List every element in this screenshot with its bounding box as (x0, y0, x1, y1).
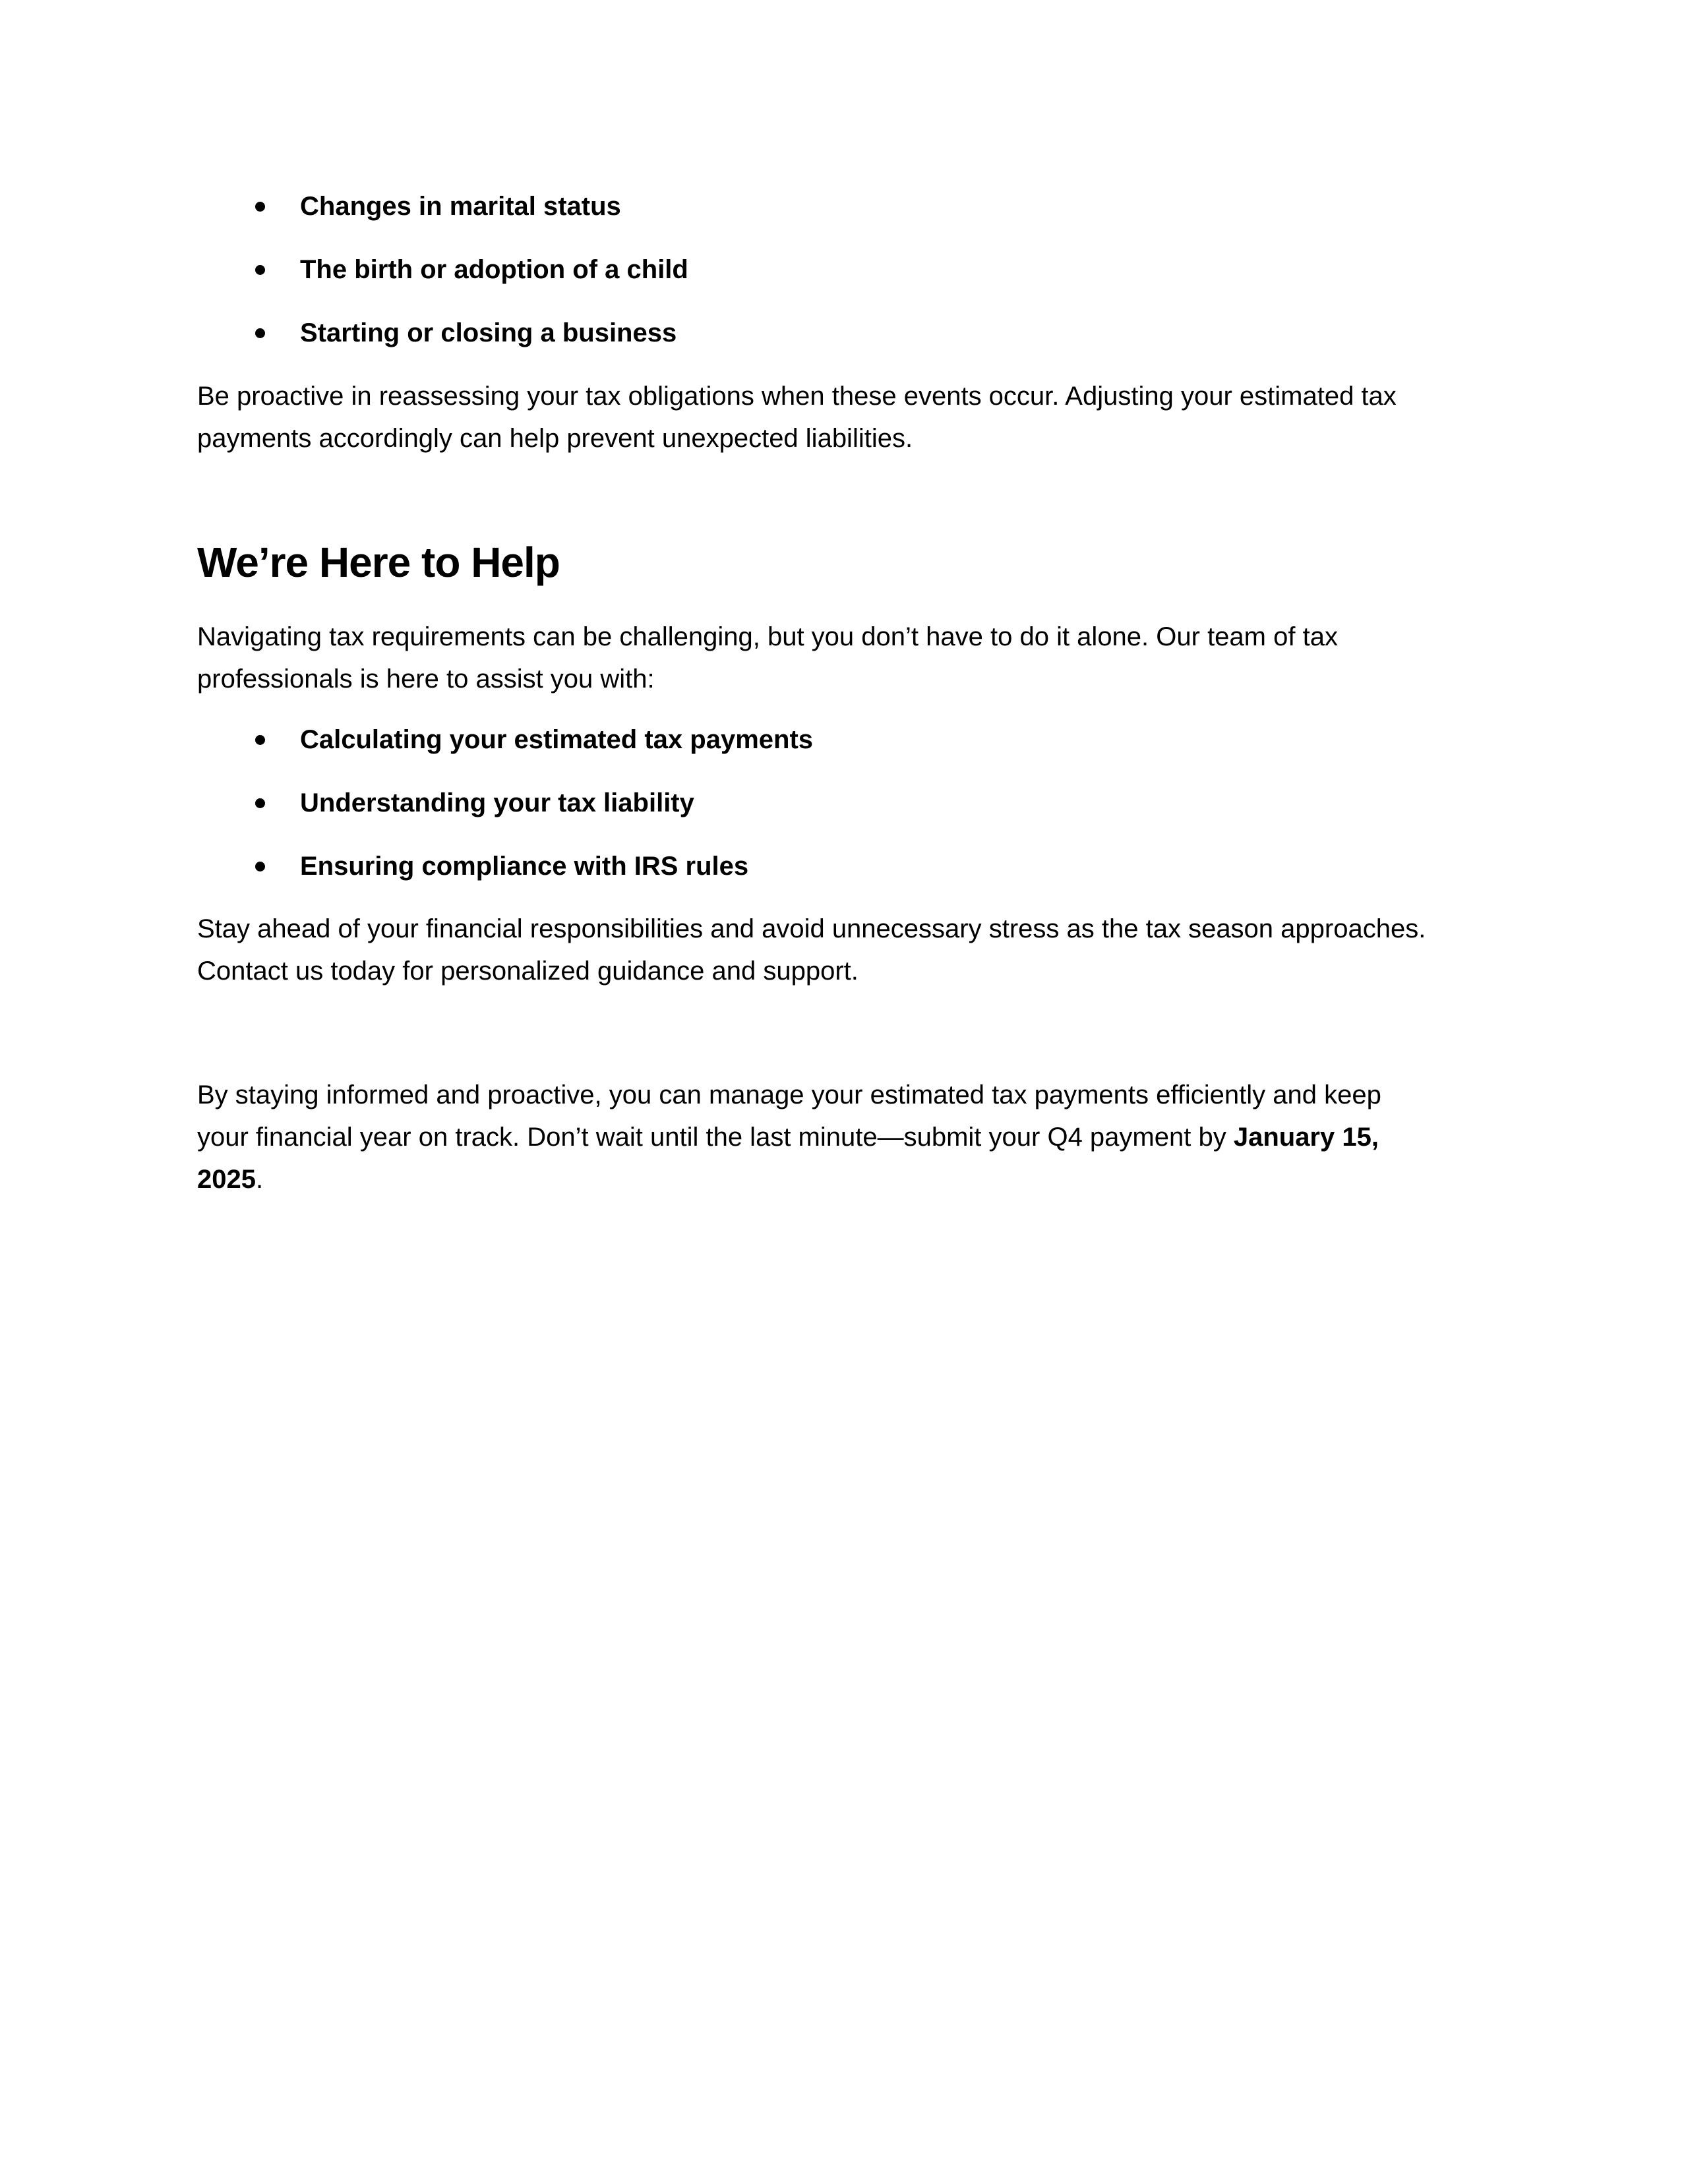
section-heading: We’re Here to Help (197, 539, 560, 586)
text-segment: By staying informed and proactive, you can manage your estimated tax payments efficiently and keep (197, 1080, 1381, 1109)
text-line (197, 908, 1483, 950)
bullet-icon (255, 735, 265, 745)
list-item-text: Starting or closing a business (300, 318, 677, 347)
bold-text: 2025 (197, 1165, 256, 1194)
text-segment: Navigating tax requirements can be challenging, but you don’t have to do it alone. Our team of tax (197, 622, 1338, 651)
bullet-icon (255, 202, 265, 212)
list-item-text: Ensuring compliance with IRS rules (300, 852, 749, 881)
text-segment: payments accordingly can help prevent unexpected liabilities. (197, 424, 913, 453)
list-item-text: Calculating your estimated tax payments (300, 725, 814, 754)
text-line (197, 616, 1483, 658)
reassess-paragraph (197, 375, 1483, 459)
text-segment: Contact us today for personalized guidance and support. (197, 957, 859, 986)
text-line (197, 1158, 1483, 1200)
list-item (197, 782, 1483, 824)
list-item (197, 249, 1483, 291)
text-line (197, 417, 1483, 459)
bullet-icon (255, 862, 265, 871)
bullet-icon (255, 798, 265, 808)
list-item-text: Understanding your tax liability (300, 788, 694, 817)
page-content (197, 185, 1483, 1200)
text-segment: Stay ahead of your financial responsibilities and avoid unnecessary stress as the tax season approaches. (197, 914, 1426, 943)
help-services-list (197, 719, 1483, 887)
text-segment: . (255, 1165, 264, 1194)
help-intro-paragraph (197, 616, 1483, 700)
text-line (197, 1116, 1483, 1158)
list-item (197, 719, 1483, 761)
bullet-icon (255, 265, 265, 275)
text-line (197, 375, 1483, 417)
text-line (197, 950, 1483, 992)
list-item (197, 312, 1483, 354)
text-segment: your financial year on track. Don’t wait until the last minute—submit your Q4 payment by (197, 1123, 1234, 1152)
list-item-text: Changes in marital status (300, 192, 621, 221)
list-item (197, 845, 1483, 887)
text-segment: professionals is here to assist you with: (197, 664, 655, 694)
text-segment: Be proactive in reassessing your tax obligations when these events occur. Adjusting your estimated tax (197, 382, 1397, 411)
closing-paragraph (197, 1074, 1483, 1200)
life-events-list (197, 185, 1483, 354)
list-item (197, 185, 1483, 227)
text-line (197, 658, 1483, 700)
bold-text: January 15, (1233, 1123, 1379, 1152)
bullet-icon (255, 328, 265, 338)
text-line (197, 1074, 1483, 1116)
list-item-text: The birth or adoption of a child (300, 255, 688, 284)
help-outro-paragraph (197, 908, 1483, 992)
